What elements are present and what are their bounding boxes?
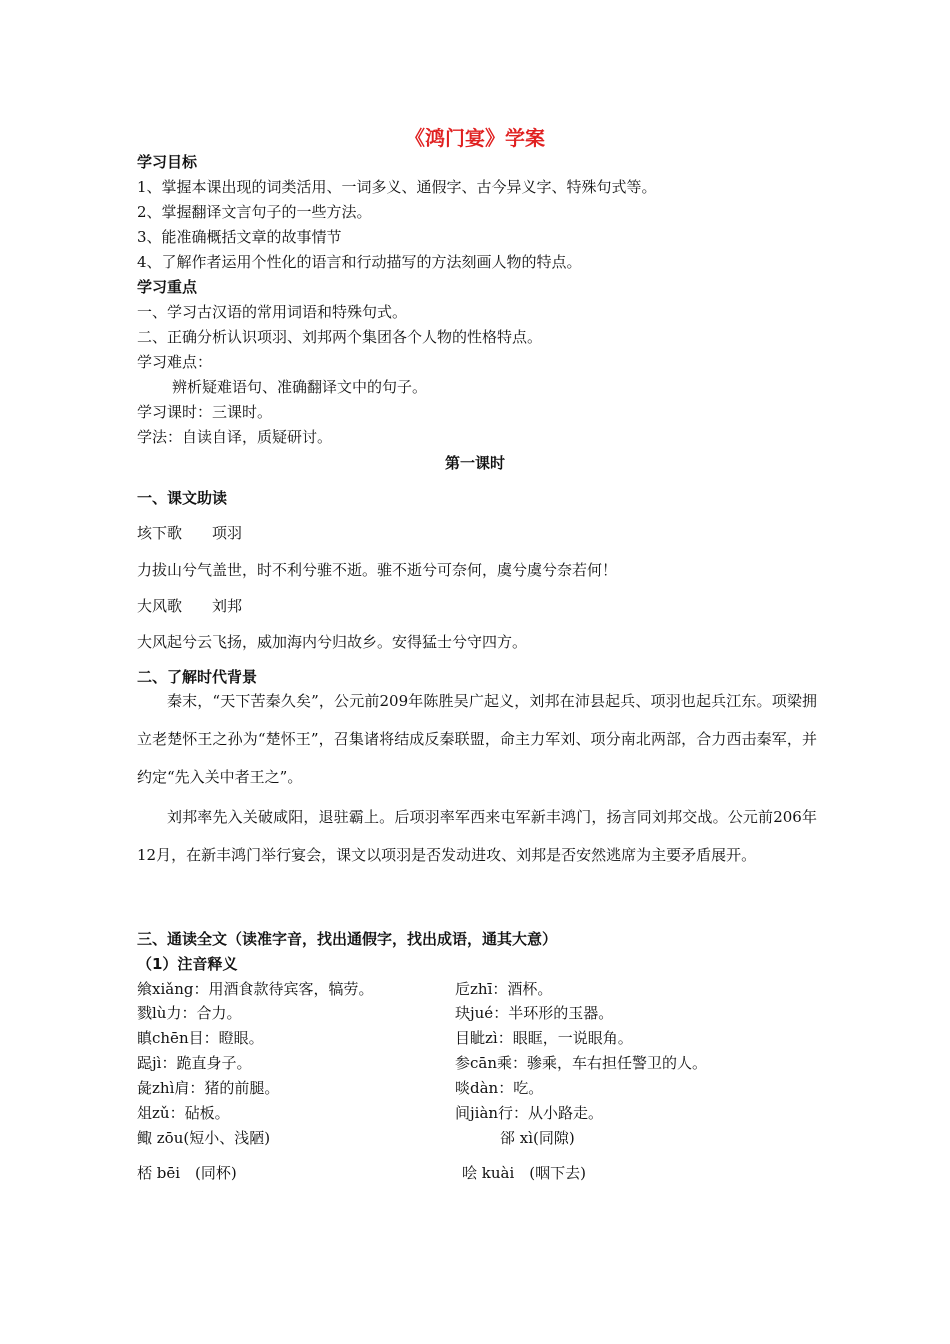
difficulty-text: 辨析疑难语句、准确翻译文中的句子。 [172,378,428,396]
gloss-right: 目眦zì：眼眶，一说眼角。 [455,1029,633,1047]
poem1-author: 项羽 [212,524,243,542]
gloss-right-last: 哙 kuài (咽下去) [462,1164,586,1182]
key-point-item: 一、学习古汉语的常用词语和特殊句式。 [137,303,408,321]
gloss-left: 戮lù力：合力。 [137,1004,242,1022]
gloss-right: 郤 xì(同隙) [500,1129,575,1147]
section3-subheading: （1）注音释义 [137,955,238,973]
poem2-heading [137,596,242,616]
background-paragraph: 秦末，“天下苦秦久矣”，公元前209年陈胜吴广起义，刘邦在沛县起兵、项羽也起兵江东。项梁拥立老楚怀王之孙为“楚怀王”，召集诸将结成反秦联盟，命主力军刘、项分南北两部，合力西击秦军，并约定“先入关中者王之”。 [137,692,817,786]
background-paragraphs [137,682,817,874]
difficulty-heading: 学习难点： [137,353,213,371]
gloss-right: 间jiàn行：从小路走。 [455,1104,604,1122]
poem1-text: 力拔山兮气盖世，时不利兮骓不逝。骓不逝兮可奈何，虞兮虞兮奈若何！ [137,561,618,579]
key-points-heading: 学习重点 [137,278,198,296]
objective-item: 2、掌握翻译文言句子的一些方法。 [137,203,372,221]
gloss-right: 玦jué：半环形的玉器。 [455,1004,614,1022]
gloss-left: 彘zhì肩：猪的前腿。 [137,1079,280,1097]
objectives-heading: 学习目标 [137,153,198,171]
background-paragraph: 刘邦率先入关破咸阳，退驻霸上。后项羽率军西来屯军新丰鸿门，扬言同刘邦交战。公元前206年12月，在新丰鸿门举行宴会，课文以项羽是否发动进攻、刘邦是否安然逃席为主要矛盾展开。 [137,808,817,864]
section1-heading: 一、课文助读 [137,489,228,507]
objective-item: 1、掌握本课出现的词类活用、一词多义、通假字、古今异义字、特殊句式等。 [137,178,657,196]
study-method: 学法：自读自译，质疑研讨。 [137,428,333,446]
gloss-left: 跽jì：跪直身子。 [137,1054,252,1072]
gloss-right: 啖dàn：吃。 [455,1079,544,1097]
key-point-item: 二、正确分析认识项羽、刘邦两个集团各个人物的性格特点。 [137,328,543,346]
gloss-left-last: 桮 bēi (同杯) [137,1164,237,1182]
gloss-left: 俎zǔ：砧板。 [137,1104,230,1122]
lesson-hours: 学习课时：三课时。 [137,403,273,421]
objective-item: 4、了解作者运用个性化的语言和行动描写的方法刻画人物的特点。 [137,253,582,271]
gloss-right: 参cān乘：骖乘，车右担任警卫的人。 [455,1054,708,1072]
gloss-right: 卮zhī：酒杯。 [455,980,553,998]
gloss-left: 瞋chēn目：瞪眼。 [137,1029,264,1047]
lesson-title: 第一课时 [444,454,505,472]
section2-heading: 二、了解时代背景 [137,668,258,686]
poem2-author: 刘邦 [212,597,243,615]
poem2-title: 大风歌 [137,597,183,615]
objective-item: 3、能准确概括文章的故事情节 [137,228,342,246]
section3-heading: 三、通读全文（读准字音，找出通假字，找出成语，通其大意） [137,930,558,948]
gloss-left: 飨xiǎng：用酒食款待宾客，犒劳。 [137,980,374,998]
poem2-text: 大风起兮云飞扬，威加海内兮归故乡。安得猛士兮守四方。 [137,633,528,651]
poem1-heading [137,523,242,543]
document-title: 《鸿门宴》学案 [405,126,545,150]
poem1-title: 垓下歌 [137,524,183,542]
gloss-left: 鲰 zōu(短小、浅陋) [137,1129,271,1147]
